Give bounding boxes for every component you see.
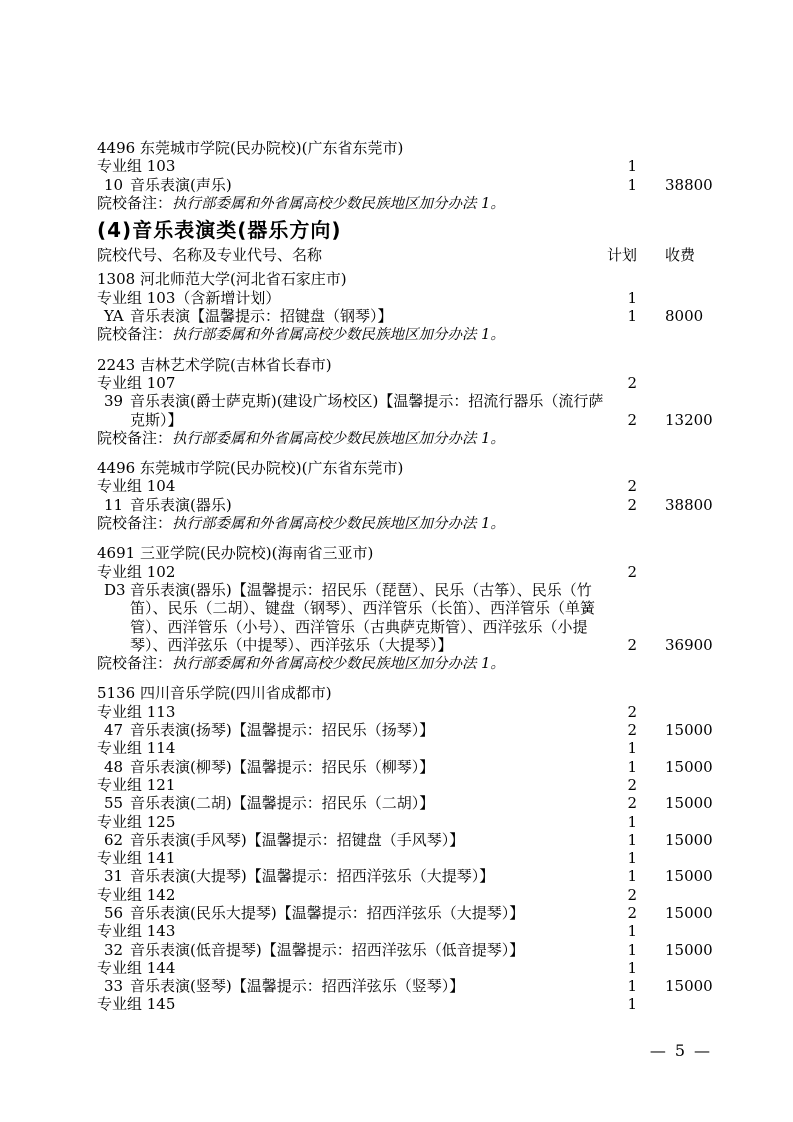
major-name: 音乐表演(器乐)【温馨提示：招民乐（琵琶）、民乐（古筝）、民乐（竹笛）、民乐（二胡）、键盘（钢琴）、西洋管乐（长笛）、西洋管乐（单簧管）、西洋管乐（小号）、西洋管乐（古典萨克斯管）、西洋弦乐（小提琴）、西洋弦乐（中提琴）、西洋弦乐（大提琴）】 [130,580,596,654]
group-label: 专业组 104 [97,477,176,496]
major-name: 音乐表演【温馨提示：招键盘（钢琴）】 [130,307,393,326]
college-name: 4496 东莞城市学院(民办院校)(广东省东莞市) [97,139,404,157]
group-label: 专业组 141 [97,849,176,868]
major-code: 56 [104,903,124,922]
major-name: 音乐表演(手风琴)【温馨提示：招键盘（手风琴）】 [130,830,465,849]
college-block [97,684,713,1014]
page-number: 5 [674,1041,685,1060]
group-label: 专业组 142 [97,885,176,904]
college-blocks [97,270,713,1014]
college-block [97,459,713,533]
plan-count: 1 [627,739,637,758]
major-name: 音乐表演(器乐) [130,495,232,514]
major-text [97,392,605,429]
group-label: 专业组 145 [97,995,176,1014]
plan-count: 1 [627,830,637,849]
remark-row [97,514,710,533]
college-name: 1308 河北师范大学(河北省石家庄市) [97,270,347,289]
major-row [97,794,713,813]
plan-count: 1 [627,175,637,194]
major-row [97,940,713,959]
fee-value: 15000 [665,903,713,922]
group-label: 专业组 143 [97,922,176,941]
plan-count: 1 [627,977,637,996]
plan-count: 2 [627,562,637,581]
plan-count: 1 [627,940,637,959]
top-college-block [97,139,713,213]
fee-value: 15000 [665,830,713,849]
plan-count: 2 [627,495,637,514]
plan-count: 2 [627,721,637,740]
group-label: 专业组 114 [97,739,176,758]
major-code: 47 [104,721,124,740]
plan-count: 1 [627,922,637,941]
fee-value: 15000 [665,794,713,813]
major-text [97,307,605,325]
college-block [97,270,710,344]
group-row [97,922,710,940]
fee-value: 15000 [665,940,713,959]
remark-text [97,654,710,673]
fee-value: 8000 [665,307,704,326]
group-label: 专业组 103 [97,157,176,176]
footer-dash-right: — [694,1041,710,1060]
group-row [97,374,710,392]
remark-body: 执行部委属和外省属高校少数民族地区加分办法 1。 [172,516,505,533]
remark-body: 执行部委属和外省属高校少数民族地区加分办法 1。 [172,327,505,344]
college-name: 2243 吉林艺术学院(吉林省长春市) [97,355,332,374]
plan-count: 2 [627,477,637,496]
remark-text [97,194,710,213]
major-code: 62 [104,830,124,849]
major-code: 31 [104,867,124,886]
college-name: 5136 四川音乐学院(四川省成都市) [97,684,332,703]
major-code: 33 [104,977,124,996]
major-row [97,977,713,996]
group-label: 专业组 113 [97,702,176,721]
college-block [97,355,713,448]
college-row [97,459,710,477]
group-label: 专业组 107 [97,373,176,392]
remark-text [97,514,710,533]
plan-count: 2 [627,635,637,654]
college-row [97,139,710,157]
fee-value: 15000 [665,867,713,886]
major-code: YA [104,307,124,326]
major-row [97,580,713,654]
major-code: 48 [104,757,124,776]
major-row [97,867,713,886]
remark-row [97,429,710,448]
group-row [97,477,710,495]
remark-body: 执行部委属和外省属高校少数民族地区加分办法 1。 [172,195,505,212]
remark-body: 执行部委属和外省属高校少数民族地区加分办法 1。 [172,656,505,673]
major-text [97,721,605,739]
plan-count: 1 [627,849,637,868]
group-row [97,289,710,307]
content-area [97,139,713,1014]
college-name: 4691 三亚学院(民办院校)(海南省三亚市) [97,544,374,563]
remark-label: 院校备注： [97,193,173,212]
plan-count: 2 [627,775,637,794]
major-row [97,392,713,429]
remark-label: 院校备注： [97,514,173,533]
group-row [97,959,710,977]
group-row [97,703,710,721]
table-header-row [97,246,710,264]
remark-text [97,429,710,448]
fee-value: 38800 [665,175,713,194]
group-row [97,849,710,867]
major-code: 11 [104,495,124,514]
group-label: 专业组 102 [97,562,176,581]
group-label: 专业组 103（含新增计划） [97,288,281,307]
group-row [97,563,710,581]
page-footer [0,1041,710,1060]
major-row [97,830,713,849]
remark-row [97,325,710,344]
footer-dash-left: — [649,1041,666,1060]
major-name: 音乐表演(扬琴)【温馨提示：招民乐（扬琴）】 [130,721,435,740]
plan-count: 1 [627,812,637,831]
fee-value: 15000 [665,721,713,740]
plan-count: 1 [627,958,637,977]
remark-label: 院校备注： [97,654,173,673]
major-code: D3 [104,580,126,599]
major-text [97,867,605,885]
major-text [97,496,605,514]
major-code: 55 [104,794,124,813]
major-text [97,977,605,995]
column-header-left: 院校代号、名称及专业代号、名称 [97,246,323,265]
major-name: 音乐表演(竖琴)【温馨提示：招西洋弦乐（竖琴）】 [130,977,465,996]
section-heading: (4)音乐表演类(器乐方向) [97,218,342,243]
plan-count: 2 [627,885,637,904]
remark-row [97,194,710,213]
fee-value: 15000 [665,977,713,996]
column-header-fee: 收费 [665,246,696,265]
column-header-plan: 计划 [606,246,637,265]
group-row [97,739,710,757]
plan-count: 2 [627,702,637,721]
plan-count: 1 [627,157,637,176]
major-name: 音乐表演(大提琴)【温馨提示：招西洋弦乐（大提琴）】 [130,867,495,886]
plan-count: 2 [627,903,637,922]
major-row [97,721,713,740]
major-text [97,176,605,194]
group-row [97,995,710,1013]
remark-label: 院校备注： [97,325,173,344]
college-row [97,270,710,288]
major-code: 39 [104,392,124,411]
college-row [97,356,710,374]
major-name: 音乐表演(二胡)【温馨提示：招民乐（二胡）】 [130,794,435,813]
remark-body: 执行部委属和外省属高校少数民族地区加分办法 1。 [172,430,505,447]
remark-text [97,325,710,344]
plan-count: 2 [627,373,637,392]
major-name: 音乐表演(柳琴)【温馨提示：招民乐（柳琴）】 [130,757,435,776]
major-text [97,904,605,922]
major-row [97,903,713,922]
college-block [97,544,713,673]
plan-count: 1 [627,757,637,776]
group-row [97,157,710,175]
remark-row [97,654,710,673]
plan-count: 1 [627,995,637,1014]
fee-value: 36900 [665,635,713,654]
college-name: 4496 东莞城市学院(民办院校)(广东省东莞市) [97,459,404,478]
plan-count: 1 [627,288,637,307]
fee-value: 15000 [665,757,713,776]
group-label: 专业组 121 [97,775,176,794]
group-label: 专业组 125 [97,812,176,831]
fee-value: 38800 [665,495,713,514]
major-text [97,794,605,812]
plan-count: 2 [627,410,637,429]
major-name: 音乐表演(民乐大提琴)【温馨提示：招西洋弦乐（大提琴）】 [130,903,525,922]
major-code: 32 [104,940,124,959]
major-row [97,495,713,514]
college-row [97,684,710,702]
major-text [97,831,605,849]
major-code: 10 [104,175,124,194]
group-row [97,776,710,794]
plan-count: 1 [627,867,637,886]
major-text [97,941,605,959]
major-row [97,757,713,776]
plan-count: 1 [627,307,637,326]
major-name: 音乐表演(低音提琴)【温馨提示：招西洋弦乐（低音提琴）】 [130,940,525,959]
major-row [97,175,713,194]
plan-count: 2 [627,794,637,813]
major-text [97,758,605,776]
major-name: 音乐表演(爵士萨克斯)(建设广场校区)【温馨提示：招流行器乐（流行萨克斯）】 [130,392,604,429]
group-row [97,886,710,904]
fee-value: 13200 [665,410,713,429]
major-name: 音乐表演(声乐) [130,175,232,194]
major-text [97,581,605,654]
group-row [97,813,710,831]
college-row [97,544,710,562]
group-label: 专业组 144 [97,958,176,977]
remark-label: 院校备注： [97,428,173,447]
major-row [97,307,710,325]
